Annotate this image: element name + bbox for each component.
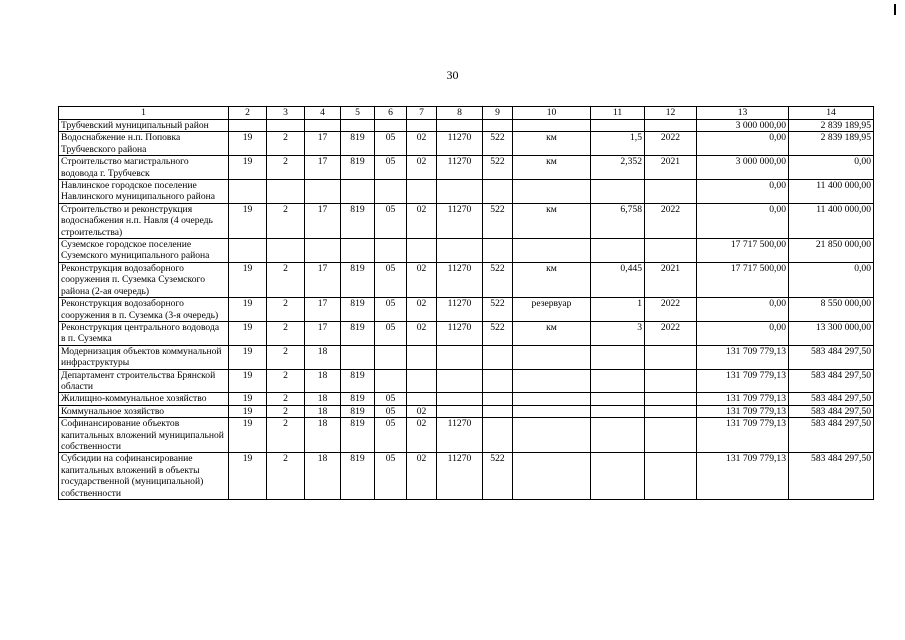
cell-amount-13: 0,00 [697, 180, 789, 204]
cell-col3: 2 [267, 321, 305, 345]
cell-col2: 19 [229, 418, 267, 453]
cell-col4: 17 [305, 262, 341, 297]
cell-col9 [483, 405, 513, 417]
cell-col8: 11270 [437, 321, 483, 345]
cell-col7: 02 [407, 418, 437, 453]
cell-col6: 05 [375, 203, 407, 238]
cell-col4: 18 [305, 345, 341, 369]
cell-col8 [437, 239, 483, 263]
column-header: 8 [437, 107, 483, 120]
cell-amount-13: 0,00 [697, 298, 789, 322]
cell-col2: 19 [229, 203, 267, 238]
cell-col7: 02 [407, 321, 437, 345]
cell-col8 [437, 120, 483, 132]
cell-unit [513, 239, 591, 263]
cell-capacity: 0,445 [591, 262, 645, 297]
cell-col6: 05 [375, 156, 407, 180]
cell-col4: 17 [305, 298, 341, 322]
cell-col8: 11270 [437, 203, 483, 238]
cell-col3: 2 [267, 262, 305, 297]
cell-col8: 11270 [437, 298, 483, 322]
cell-col3: 2 [267, 345, 305, 369]
cell-col3 [267, 120, 305, 132]
cell-col3: 2 [267, 453, 305, 500]
cell-col4: 17 [305, 203, 341, 238]
cell-col3: 2 [267, 405, 305, 417]
cell-amount-14: 0,00 [789, 262, 874, 297]
cell-col4: 18 [305, 369, 341, 393]
cell-col8 [437, 369, 483, 393]
column-header: 13 [697, 107, 789, 120]
cell-col5: 819 [341, 203, 375, 238]
cell-year: 2021 [645, 156, 697, 180]
cell-col3: 2 [267, 203, 305, 238]
cell-capacity [591, 453, 645, 500]
column-header: 7 [407, 107, 437, 120]
cell-amount-13: 3 000 000,00 [697, 120, 789, 132]
cell-col5 [341, 180, 375, 204]
cell-capacity: 1,5 [591, 132, 645, 156]
cell-col9 [483, 418, 513, 453]
cell-capacity [591, 120, 645, 132]
edge-mark [894, 4, 896, 15]
cell-col5: 819 [341, 132, 375, 156]
cell-col7: 02 [407, 298, 437, 322]
cell-col5: 819 [341, 418, 375, 453]
cell-capacity [591, 369, 645, 393]
cell-name: Строительство и реконструкция водоснабжения н.п. Навля (4 очередь строительства) [59, 203, 229, 238]
column-header: 6 [375, 107, 407, 120]
cell-year [645, 239, 697, 263]
cell-capacity [591, 405, 645, 417]
cell-unit [513, 405, 591, 417]
cell-col7 [407, 120, 437, 132]
cell-col4: 17 [305, 132, 341, 156]
cell-col5 [341, 239, 375, 263]
cell-col8: 11270 [437, 132, 483, 156]
cell-col6: 05 [375, 453, 407, 500]
cell-amount-14: 0,00 [789, 156, 874, 180]
cell-year [645, 180, 697, 204]
cell-amount-13: 131 709 779,13 [697, 453, 789, 500]
cell-col3 [267, 180, 305, 204]
table-row [59, 180, 874, 204]
cell-amount-14: 583 484 297,50 [789, 369, 874, 393]
cell-year [645, 418, 697, 453]
cell-name: Департамент строительства Брянской области [59, 369, 229, 393]
cell-col7 [407, 180, 437, 204]
cell-col8 [437, 345, 483, 369]
cell-capacity: 6,758 [591, 203, 645, 238]
table-row [59, 132, 874, 156]
cell-year [645, 120, 697, 132]
cell-name: Модернизация объектов коммунальной инфраструктуры [59, 345, 229, 369]
table-row [59, 120, 874, 132]
cell-col6 [375, 180, 407, 204]
cell-col9: 522 [483, 262, 513, 297]
cell-amount-13: 131 709 779,13 [697, 405, 789, 417]
cell-year: 2022 [645, 203, 697, 238]
column-header: 11 [591, 107, 645, 120]
cell-col2: 19 [229, 262, 267, 297]
cell-col7: 02 [407, 453, 437, 500]
column-header: 3 [267, 107, 305, 120]
cell-name: Суземское городское поселение Суземского муниципального района [59, 239, 229, 263]
cell-unit: км [513, 203, 591, 238]
cell-col5: 819 [341, 156, 375, 180]
cell-col3: 2 [267, 132, 305, 156]
table-row [59, 239, 874, 263]
table-row [59, 321, 874, 345]
cell-col2: 19 [229, 156, 267, 180]
cell-col6 [375, 369, 407, 393]
cell-col3: 2 [267, 393, 305, 405]
cell-unit: км [513, 132, 591, 156]
cell-amount-14: 583 484 297,50 [789, 393, 874, 405]
cell-year: 2022 [645, 298, 697, 322]
cell-name: Жилищно-коммунальное хозяйство [59, 393, 229, 405]
cell-year: 2022 [645, 321, 697, 345]
cell-unit: резервуар [513, 298, 591, 322]
header-row [59, 107, 874, 120]
table-row [59, 369, 874, 393]
cell-col2: 19 [229, 369, 267, 393]
table-row [59, 345, 874, 369]
cell-col9: 522 [483, 453, 513, 500]
cell-col7 [407, 369, 437, 393]
cell-col4 [305, 180, 341, 204]
cell-col2: 19 [229, 321, 267, 345]
cell-unit [513, 345, 591, 369]
cell-col4: 17 [305, 156, 341, 180]
table-row [59, 203, 874, 238]
cell-name: Софинансирование объектов капитальных вложений муниципальной собственности [59, 418, 229, 453]
cell-name: Трубчевский муниципальный район [59, 120, 229, 132]
cell-col2 [229, 120, 267, 132]
cell-col3: 2 [267, 369, 305, 393]
cell-col5 [341, 345, 375, 369]
cell-amount-14: 21 850 000,00 [789, 239, 874, 263]
cell-amount-14: 11 400 000,00 [789, 180, 874, 204]
cell-amount-13: 131 709 779,13 [697, 418, 789, 453]
budget-table [58, 106, 874, 500]
cell-col9 [483, 369, 513, 393]
column-header: 10 [513, 107, 591, 120]
cell-col9: 522 [483, 321, 513, 345]
cell-col2: 19 [229, 405, 267, 417]
page-number: 30 [446, 68, 459, 82]
cell-col6: 05 [375, 298, 407, 322]
cell-name: Навлинское городское поселение Навлинского муниципального района [59, 180, 229, 204]
cell-unit: км [513, 321, 591, 345]
cell-col5: 819 [341, 405, 375, 417]
table-row [59, 262, 874, 297]
cell-col6 [375, 345, 407, 369]
cell-name: Строительство магистрального водовода г. Трубчевск [59, 156, 229, 180]
cell-amount-13: 3 000 000,00 [697, 156, 789, 180]
cell-capacity: 1 [591, 298, 645, 322]
cell-col8: 11270 [437, 453, 483, 500]
cell-amount-13: 0,00 [697, 203, 789, 238]
cell-col2: 19 [229, 345, 267, 369]
cell-col5: 819 [341, 453, 375, 500]
cell-amount-14: 583 484 297,50 [789, 405, 874, 417]
cell-col7: 02 [407, 405, 437, 417]
cell-amount-13: 131 709 779,13 [697, 393, 789, 405]
cell-amount-14: 583 484 297,50 [789, 345, 874, 369]
cell-col3: 2 [267, 156, 305, 180]
cell-col9 [483, 239, 513, 263]
cell-col3 [267, 239, 305, 263]
cell-col4: 18 [305, 418, 341, 453]
cell-col4 [305, 239, 341, 263]
cell-year [645, 405, 697, 417]
cell-col4: 18 [305, 405, 341, 417]
cell-name: Реконструкция центрального водовода в п. Суземка [59, 321, 229, 345]
cell-col9 [483, 345, 513, 369]
table-row [59, 453, 874, 500]
cell-col7: 02 [407, 203, 437, 238]
cell-col9 [483, 393, 513, 405]
cell-col8: 11270 [437, 156, 483, 180]
cell-col8 [437, 180, 483, 204]
cell-capacity [591, 239, 645, 263]
cell-col7 [407, 239, 437, 263]
cell-unit [513, 393, 591, 405]
cell-col9: 522 [483, 156, 513, 180]
cell-col2: 19 [229, 132, 267, 156]
cell-col8: 11270 [437, 418, 483, 453]
cell-col5: 819 [341, 393, 375, 405]
cell-capacity [591, 418, 645, 453]
cell-capacity [591, 393, 645, 405]
cell-col6: 05 [375, 132, 407, 156]
cell-col6 [375, 120, 407, 132]
cell-amount-14: 583 484 297,50 [789, 418, 874, 453]
cell-col5: 819 [341, 369, 375, 393]
cell-col7: 02 [407, 132, 437, 156]
cell-unit [513, 180, 591, 204]
column-header: 2 [229, 107, 267, 120]
column-header: 9 [483, 107, 513, 120]
cell-col2 [229, 239, 267, 263]
cell-year [645, 453, 697, 500]
cell-col7: 02 [407, 262, 437, 297]
cell-col4: 18 [305, 393, 341, 405]
cell-unit: км [513, 262, 591, 297]
cell-amount-14: 2 839 189,95 [789, 120, 874, 132]
table-row [59, 393, 874, 405]
cell-col6 [375, 239, 407, 263]
cell-col9: 522 [483, 298, 513, 322]
cell-col6: 05 [375, 418, 407, 453]
cell-col6: 05 [375, 262, 407, 297]
cell-col6: 05 [375, 321, 407, 345]
cell-col6: 05 [375, 405, 407, 417]
table-row [59, 418, 874, 453]
table-row [59, 405, 874, 417]
cell-amount-13: 131 709 779,13 [697, 369, 789, 393]
table-row [59, 298, 874, 322]
cell-col3: 2 [267, 418, 305, 453]
cell-amount-14: 11 400 000,00 [789, 203, 874, 238]
column-header: 5 [341, 107, 375, 120]
cell-unit [513, 120, 591, 132]
cell-name: Реконструкция водозаборного сооружения в п. Суземка (3-я очередь) [59, 298, 229, 322]
cell-year [645, 345, 697, 369]
cell-amount-13: 0,00 [697, 132, 789, 156]
cell-amount-13: 0,00 [697, 321, 789, 345]
cell-name: Субсидии на софинансирование капитальных вложений в объекты государственной (муниципальной) собственности [59, 453, 229, 500]
cell-col5: 819 [341, 321, 375, 345]
cell-year: 2021 [645, 262, 697, 297]
cell-amount-13: 131 709 779,13 [697, 345, 789, 369]
cell-capacity [591, 180, 645, 204]
cell-col5: 819 [341, 262, 375, 297]
cell-col9: 522 [483, 132, 513, 156]
cell-col2: 19 [229, 298, 267, 322]
cell-col7: 02 [407, 156, 437, 180]
cell-year: 2022 [645, 132, 697, 156]
cell-amount-13: 17 717 500,00 [697, 239, 789, 263]
cell-amount-14: 2 839 189,95 [789, 132, 874, 156]
cell-year [645, 393, 697, 405]
cell-amount-14: 8 550 000,00 [789, 298, 874, 322]
cell-unit: км [513, 156, 591, 180]
cell-col9 [483, 120, 513, 132]
cell-year [645, 369, 697, 393]
column-header: 4 [305, 107, 341, 120]
cell-col9: 522 [483, 203, 513, 238]
cell-unit [513, 453, 591, 500]
cell-col8: 11270 [437, 262, 483, 297]
cell-col9 [483, 180, 513, 204]
cell-col4 [305, 120, 341, 132]
table-row [59, 156, 874, 180]
cell-col6: 05 [375, 393, 407, 405]
cell-col4: 17 [305, 321, 341, 345]
cell-col7 [407, 345, 437, 369]
column-header: 1 [59, 107, 229, 120]
cell-col7 [407, 393, 437, 405]
cell-col2: 19 [229, 453, 267, 500]
cell-col5 [341, 120, 375, 132]
cell-name: Коммунальное хозяйство [59, 405, 229, 417]
cell-amount-14: 13 300 000,00 [789, 321, 874, 345]
cell-col3: 2 [267, 298, 305, 322]
cell-col4: 18 [305, 453, 341, 500]
cell-col2: 19 [229, 393, 267, 405]
cell-amount-14: 583 484 297,50 [789, 453, 874, 500]
cell-capacity: 2,352 [591, 156, 645, 180]
column-header: 12 [645, 107, 697, 120]
cell-capacity: 3 [591, 321, 645, 345]
cell-unit [513, 418, 591, 453]
cell-col8 [437, 393, 483, 405]
cell-capacity [591, 345, 645, 369]
cell-col5: 819 [341, 298, 375, 322]
cell-col8 [437, 405, 483, 417]
cell-unit [513, 369, 591, 393]
column-header: 14 [789, 107, 874, 120]
cell-amount-13: 17 717 500,00 [697, 262, 789, 297]
cell-name: Реконструкция водозаборного сооружения п. Суземка Суземского района (2-ая очередь) [59, 262, 229, 297]
cell-col2 [229, 180, 267, 204]
cell-name: Водоснабжение н.п. Поповка Трубчевского района [59, 132, 229, 156]
